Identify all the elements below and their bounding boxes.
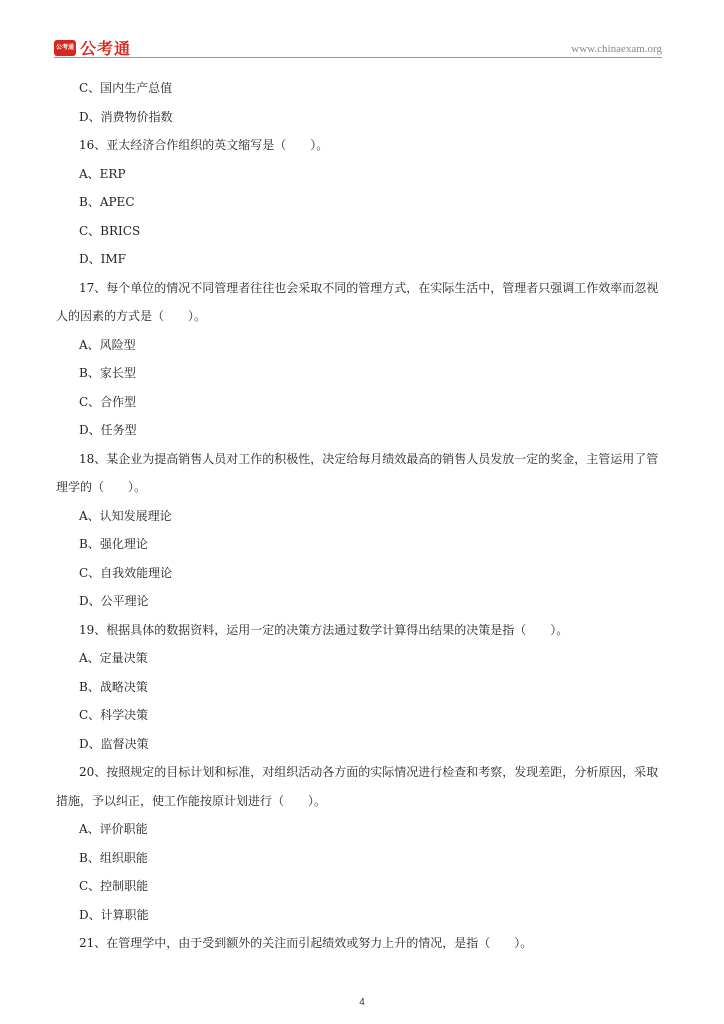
text-line: C、国内生产总值: [79, 81, 173, 95]
text-line: C、自我效能理论: [79, 565, 173, 580]
document-body: [56, 78, 667, 953]
text-line: C、BRICS: [79, 223, 141, 238]
text-line: 18、某企业为提高销售人员对工作的积极性，决定给每月绩效最高的销售人员发放一定的奖金，主管运用了管: [79, 451, 659, 466]
text-line: B、APEC: [79, 195, 135, 209]
text-line: 17、每个单位的情况不同管理者往往也会采取不同的管理方式，在实际生活中，管理者只强调工作效率而忽视: [79, 280, 659, 295]
text-line: D、计算职能: [79, 907, 149, 922]
text-line: A、风险型: [79, 337, 136, 352]
text-line: 人的因素的方式是（ ）。: [56, 309, 207, 323]
text-line: D、监督决策: [79, 736, 149, 751]
text-line: 21、在管理学中，由于受到额外的关注而引起绩效或努力上升的情况，是指（ ）。: [79, 936, 533, 950]
logo: [54, 36, 131, 59]
text-line: 措施，予以纠正，使工作能按原计划进行（ ）。: [56, 793, 327, 808]
text-line: C、合作型: [79, 394, 137, 409]
text-line: C、科学决策: [79, 708, 149, 722]
text-line: C、控制职能: [79, 879, 149, 893]
text-line: 20、按照规定的目标计划和标准，对组织活动各方面的实际情况进行检查和考察，发现差距，分析原因，采取: [79, 765, 659, 779]
text-line: D、IMF: [79, 252, 126, 266]
site-url: www.chinaexam.org: [571, 43, 662, 55]
text-line: B、家长型: [79, 366, 136, 380]
text-line: A、ERP: [79, 166, 126, 181]
page-number: 4: [359, 997, 365, 1008]
logo-badge: 公考通: [54, 40, 76, 56]
text-line: D、消费物价指数: [79, 109, 173, 124]
text-line: D、公平理论: [79, 594, 149, 608]
text-line: A、评价职能: [79, 822, 148, 836]
text-line: A、认知发展理论: [79, 508, 172, 523]
header-divider: [54, 57, 662, 58]
text-line: 理学的（ ）。: [56, 480, 147, 494]
text-line: A、定量决策: [79, 651, 148, 665]
text-line: 16、亚太经济合作组织的英文缩写是（ ）。: [79, 138, 329, 152]
page-header: [0, 0, 724, 62]
text-line: B、战略决策: [79, 679, 148, 694]
text-line: D、任务型: [79, 423, 137, 437]
text-line: 19、根据具体的数据资料，运用一定的决策方法通过数学计算得出结果的决策是指（ ）。: [79, 622, 569, 637]
logo-text: 公考通: [80, 39, 132, 58]
text-line: B、组织职能: [79, 850, 148, 865]
text-line: B、强化理论: [79, 537, 148, 551]
